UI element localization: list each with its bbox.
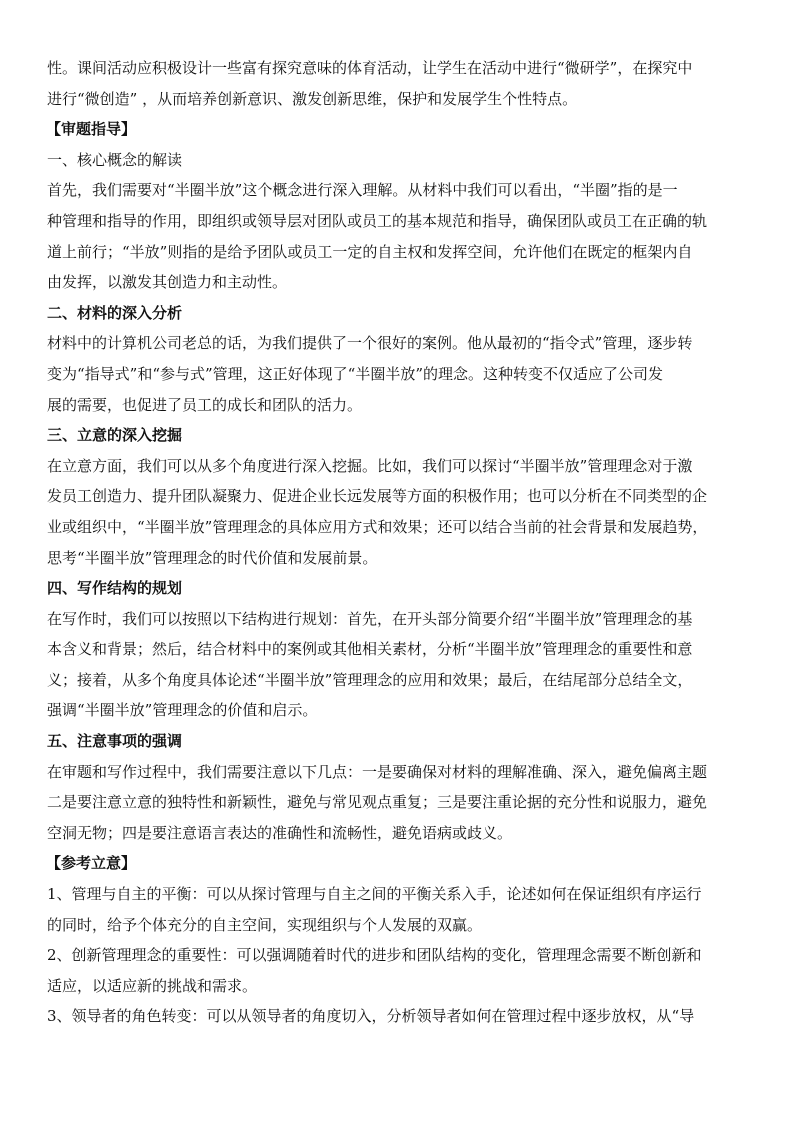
paragraph-line: 首先，我们需要对“半圈半放”这个概念进行深入理解。从材料中我们可以看出，“半圈”指的是一 — [47, 181, 678, 200]
paragraph-line: 在立意方面，我们可以从多个角度进行深入挖掘。比如，我们可以探讨“半圈半放”管理理念对于激 — [47, 456, 693, 475]
document-body — [47, 53, 753, 1032]
paragraph-line: 义；接着，从多个角度具体论述“半圈半放”管理理念的应用和效果；最后，在结尾部分总结全文， — [47, 670, 693, 689]
bracket-heading: 【参考立意】 — [46, 854, 137, 873]
paragraph-line: 2、创新管理理念的重要性：可以强调随着时代的进步和团队结构的变化，管理理念需要不断创新和 — [47, 946, 702, 965]
paragraph-line: 材料中的计算机公司老总的话，为我们提供了一个很好的案例。他从最初的“指令式”管理，逐步转 — [47, 334, 693, 353]
paragraph-line: 的同时，给予个体充分的自主空间，实现组织与个人发展的双赢。 — [47, 915, 483, 934]
paragraph-line: 适应，以适应新的挑战和需求。 — [47, 976, 258, 995]
paragraph-line: 进行“微创造” ，从而培养创新意识、激发创新思维，保护和发展学生个性特点。 — [47, 89, 578, 108]
paragraph-line: 发员工创造力、提升团队凝聚力、促进企业长远发展等方面的积极作用；也可以分析在不同类型的企 — [47, 487, 708, 506]
paragraph-line: 本含义和背景；然后，结合材料中的案例或其他相关素材，分析“半圈半放”管理理念的重要性和意 — [47, 640, 693, 659]
paragraph-line: 一、核心概念的解读 — [47, 150, 183, 169]
section-heading: 五、注意事项的强调 — [47, 732, 183, 751]
paragraph-line: 二是要注意立意的独特性和新颖性，避免与常见观点重复；三是要注重论据的充分性和说服力，避免 — [47, 793, 708, 812]
paragraph-line: 强调“半圈半放”管理理念的价值和启示。 — [47, 701, 318, 720]
section-heading: 二、材料的深入分析 — [47, 303, 183, 322]
paragraph-line: 道上前行；“半放”则指的是给予团队或员工一定的自主权和发挥空间，允许他们在既定的框架内自 — [47, 242, 693, 261]
paragraph-line: 业或组织中，“半圈半放”管理理念的具体应用方式和效果；还可以结合当前的社会背景和发展趋势， — [47, 517, 708, 536]
paragraph-line: 在写作时，我们可以按照以下结构进行规划：首先，在开头部分简要介绍“半圈半放”管理理念的基 — [47, 609, 693, 628]
paragraph-line: 1、管理与自主的平衡：可以从探讨管理与自主之间的平衡关系入手，论述如何在保证组织有序运行 — [47, 885, 702, 904]
paragraph-line: 性。课间活动应积极设计一些富有探究意味的体育活动，让学生在活动中进行“微研学”，在探究中 — [47, 59, 693, 77]
bracket-heading: 【审题指导】 — [46, 120, 137, 139]
paragraph-line: 由发挥，以激发其创造力和主动性。 — [47, 273, 288, 292]
paragraph-line: 思考“半圈半放”管理理念的时代价值和发展前景。 — [47, 548, 378, 567]
paragraph-line: 变为“指导式”和“参与式”管理，这正好体现了“半圈半放”的理念。这种转变不仅适应了公司发 — [47, 364, 664, 383]
paragraph-line: 空洞无物；四是要注意语言表达的准确性和流畅性，避免语病或歧义。 — [47, 823, 513, 842]
paragraph-line: 种管理和指导的作用，即组织或领导层对团队或员工的基本规范和指导，确保团队或员工在正确的轨 — [47, 211, 708, 230]
paragraph-line: 3、领导者的角色转变：可以从领导者的角度切入，分析领导者如何在管理过程中逐步放权，从“导 — [47, 1007, 695, 1026]
section-heading: 三、立意的深入挖掘 — [47, 426, 183, 445]
section-heading: 四、写作结构的规划 — [47, 579, 183, 598]
paragraph-line: 展的需要，也促进了员工的成长和团队的活力。 — [47, 395, 363, 414]
paragraph-line: 在审题和写作过程中，我们需要注意以下几点：一是要确保对材料的理解准确、深入，避免偏离主题 — [47, 762, 708, 781]
